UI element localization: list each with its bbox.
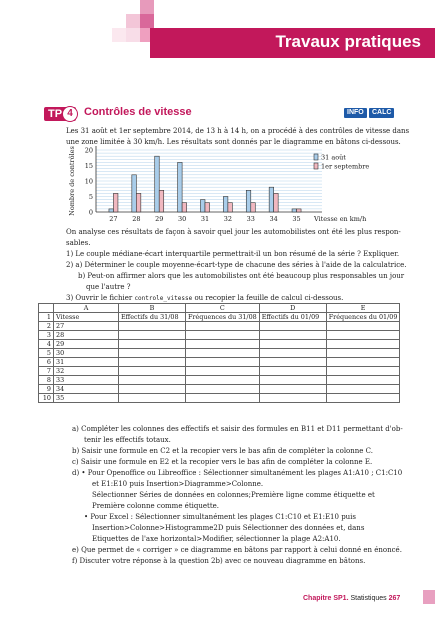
sheet-cell-empty: [186, 385, 260, 394]
deco-square: [126, 28, 140, 42]
sheet-row: [39, 349, 400, 358]
sheet-cell-speed: 32: [54, 367, 119, 376]
sheet-row-num: 5: [39, 349, 54, 358]
sheet-cell-empty: [119, 367, 186, 376]
sheet-cell-empty: [119, 376, 186, 385]
footer: [303, 595, 400, 602]
bar: [178, 162, 183, 212]
sheet-cell-speed: 30: [54, 349, 119, 358]
sheet-cell-empty: [186, 340, 260, 349]
sheet-row: [39, 385, 400, 394]
x-tick-label: 32: [223, 215, 233, 223]
bar: [132, 175, 137, 212]
step-d-line-5: • Pour Excel : Sélectionner simultanément les plages C1:C10 et E1:E10 puis: [84, 513, 357, 521]
question-3-post: ou recopier la feuille de calcul ci-dessous.: [192, 294, 344, 302]
sheet-cell-empty: [119, 340, 186, 349]
sheet-row-num: 2: [39, 322, 54, 331]
sheet-cell-speed: 34: [54, 385, 119, 394]
bar: [155, 156, 160, 212]
bar: [113, 193, 118, 212]
sheet-cell-empty: [186, 367, 260, 376]
footer-page: 267: [388, 595, 401, 602]
sheet-row: [39, 322, 400, 331]
analysis-line-1: On analyse ces résultats de façon à savoir quel jour les automobilistes ont été les plus respon-: [66, 228, 401, 236]
sheet-row: [39, 394, 400, 403]
bar: [297, 209, 302, 212]
bar: [269, 187, 274, 212]
x-tick-label: 33: [246, 215, 255, 223]
bar: [159, 190, 164, 212]
x-tick-label: 34: [269, 215, 278, 223]
footer-chapter: Chapitre SP1.: [303, 595, 349, 602]
bar: [251, 203, 256, 212]
sheet-cell-empty: [326, 394, 400, 403]
question-2b-line-2: que l'autre ?: [86, 283, 131, 291]
bar: [205, 203, 210, 212]
tp-label: TP: [48, 108, 63, 120]
tp-badge: [44, 107, 76, 121]
sheet-cell-empty: [259, 322, 326, 331]
sheet-cell-empty: [186, 322, 260, 331]
x-tick-label: 28: [132, 215, 141, 223]
sheet-cell-empty: [259, 394, 326, 403]
sheet-row-num: 1: [39, 313, 54, 322]
info-tag: INFO: [344, 108, 367, 118]
sheet-col-a: A: [54, 304, 119, 313]
sheet-cell-speed: 27: [54, 322, 119, 331]
bar: [274, 193, 279, 212]
question-1: 1) Le couple médiane-écart interquartile permettrait-il un bon résumé de la série ? Expliquer.: [66, 250, 400, 258]
y-axis-label: Nombre de contrôles: [68, 146, 76, 216]
step-d-line-2: et E1:E10 puis Insertion>Diagramme>Colonne.: [92, 480, 264, 488]
sheet-cell-empty: [119, 322, 186, 331]
step-d-line-4: Première colonne comme étiquette.: [92, 502, 220, 510]
x-tick-label: 31: [200, 215, 210, 223]
sheet-cell-b1: Effectifs du 31/08: [119, 313, 186, 322]
bar: [246, 190, 251, 212]
sheet-cell-empty: [119, 394, 186, 403]
spreadsheet-table: [38, 303, 400, 403]
legend-swatch: [314, 163, 318, 169]
sheet-cell-empty: [326, 349, 400, 358]
step-c: c) Saisir une formule en E2 et la recopier vers le bas afin de compléter la colonne E.: [72, 458, 373, 466]
deco-square: [126, 14, 140, 28]
sheet-cell-empty: [119, 349, 186, 358]
x-tick-label: 30: [177, 215, 187, 223]
bar-chart: [62, 144, 370, 223]
sheet-row-num: 4: [39, 340, 54, 349]
sheet-row-num: 7: [39, 367, 54, 376]
sheet-cell-c1: Fréquences du 31/08: [186, 313, 260, 322]
sheet-row-num: 6: [39, 358, 54, 367]
y-tick-label: 5: [88, 193, 93, 201]
step-a-line-1: a) Compléter les colonnes des effectifs et saisir des formules en B11 et D11 permettant d'ob-: [72, 425, 403, 433]
sheet-cell-empty: [186, 394, 260, 403]
analysis-line-2: sables.: [66, 239, 91, 247]
bar: [201, 200, 206, 212]
sheet-cell-empty: [259, 349, 326, 358]
y-tick-label: 10: [84, 177, 93, 186]
sheet-col-e: E: [326, 304, 400, 313]
sheet-row: [39, 313, 400, 322]
y-tick-label: 0: [88, 208, 93, 217]
header-banner: [150, 28, 435, 58]
sheet-cell-empty: [326, 376, 400, 385]
y-tick-label: 15: [84, 162, 93, 170]
step-d-line-6: Insertion>Colonne>Histogramme2D puis Sélectionner des données et, dans: [92, 524, 365, 532]
sheet-row-num: 3: [39, 331, 54, 340]
sheet-cell-empty: [326, 322, 400, 331]
step-d-line-3: Sélectionner Séries de données en colonnes;Première ligne comme étiquette et: [92, 491, 375, 499]
bar: [182, 203, 187, 212]
x-axis-label: Vitesse en km/h: [314, 215, 367, 223]
intro-line-2: une zone limitée à 30 km/h. Les résultats sont donnés par le diagramme en bâtons ci-dessous.: [66, 138, 401, 146]
legend-label: 1er septembre: [321, 162, 370, 171]
sheet-corner: [39, 304, 54, 313]
bar: [109, 209, 114, 212]
sheet-row-num: 8: [39, 376, 54, 385]
sheet-col-b: B: [119, 304, 186, 313]
sheet-col-d: D: [259, 304, 326, 313]
footer-subject: Statistiques: [350, 595, 387, 602]
question-3-pre: 3) Ouvrir le fichier: [66, 294, 135, 302]
sheet-cell-empty: [119, 385, 186, 394]
sheet-row: [39, 376, 400, 385]
sheet-cell-empty: [259, 367, 326, 376]
sheet-cell-empty: [259, 340, 326, 349]
sheet-cell-e1: Fréquences du 01/09: [326, 313, 400, 322]
deco-square: [140, 0, 154, 14]
sheet-cell-empty: [326, 358, 400, 367]
y-tick-label: 20: [84, 146, 93, 155]
sheet-col-c: C: [186, 304, 260, 313]
sheet-row-num: 10: [39, 394, 54, 403]
bar: [228, 203, 233, 212]
x-tick-label: 35: [292, 215, 301, 223]
sheet-cell-speed: 35: [54, 394, 119, 403]
sheet-cell-empty: [119, 331, 186, 340]
bar: [136, 193, 141, 212]
sheet-cell-speed: 28: [54, 331, 119, 340]
sheet-cell-speed: 33: [54, 376, 119, 385]
tp-number: 4: [62, 106, 78, 122]
question-2a: 2) a) Déterminer le couple moyenne-écart-type de chacune des séries à l'aide de la calculatrice.: [66, 261, 407, 269]
step-b: b) Saisir une formule en C2 et la recopier vers le bas afin de compléter la colonne C.: [72, 447, 373, 455]
step-e: e) Que permet de « corriger » ce diagramme en bâtons par rapport à celui donné en énoncé.: [72, 546, 402, 554]
calc-tag: CALC: [369, 108, 394, 118]
step-f: f) Discuter votre réponse à la question 2b) avec ce nouveau diagramme en bâtons.: [72, 557, 366, 565]
tp-title: Contrôles de vitesse: [84, 106, 192, 118]
step-d-line-7: Etiquettes de l'axe horizontal>Modifier, sélectionner la plage A2:A10.: [92, 535, 341, 543]
bar: [223, 197, 228, 213]
sheet-cell-speed: 29: [54, 340, 119, 349]
sheet-cell-d1: Effectifs du 01/09: [259, 313, 326, 322]
sheet-row: [39, 358, 400, 367]
sheet-cell-empty: [259, 331, 326, 340]
question-2b-line-1: b) Peut-on affirmer alors que les automobilistes ont été beaucoup plus responsables un jour: [78, 272, 405, 280]
sheet-cell-empty: [259, 385, 326, 394]
sheet-cell-empty: [259, 358, 326, 367]
deco-square: [112, 28, 126, 42]
bar: [292, 209, 297, 212]
legend-swatch: [314, 154, 318, 160]
sheet-cell-empty: [119, 358, 186, 367]
sheet-row: [39, 340, 400, 349]
sheet-cell-speed: 31: [54, 358, 119, 367]
sheet-cell-empty: [326, 367, 400, 376]
sheet-col-header-row: [39, 304, 400, 313]
page-tab: [423, 590, 435, 604]
sheet-cell-empty: [186, 376, 260, 385]
sheet-cell-empty: [186, 331, 260, 340]
sheet-row: [39, 331, 400, 340]
step-a-line-2: tenir les effectifs totaux.: [84, 436, 171, 444]
legend-label: 31 août: [321, 153, 346, 162]
sheet-cell-a1: Vitesse: [54, 313, 119, 322]
question-3-file: controle_vitesse: [134, 295, 193, 302]
sheet-cell-empty: [326, 340, 400, 349]
deco-square: [140, 14, 154, 28]
sheet-row: [39, 367, 400, 376]
sheet-cell-empty: [326, 385, 400, 394]
sheet-row-num: 9: [39, 385, 54, 394]
sheet-cell-empty: [326, 331, 400, 340]
x-tick-label: 29: [155, 215, 164, 223]
sheet-cell-empty: [186, 349, 260, 358]
x-tick-label: 27: [109, 215, 118, 223]
page-title: Travaux pratiques: [275, 32, 421, 51]
step-d-line-1: d) • Pour Openoffice ou Libreoffice : Sélectionner simultanément les plages A1:A10 ; C1:C10: [72, 469, 403, 477]
intro-line-1: Les 31 août et 1er septembre 2014, de 13 h à 14 h, on a procédé à des contrôles de vitesse dans: [66, 127, 410, 135]
sheet-cell-empty: [186, 358, 260, 367]
sheet-cell-empty: [259, 376, 326, 385]
